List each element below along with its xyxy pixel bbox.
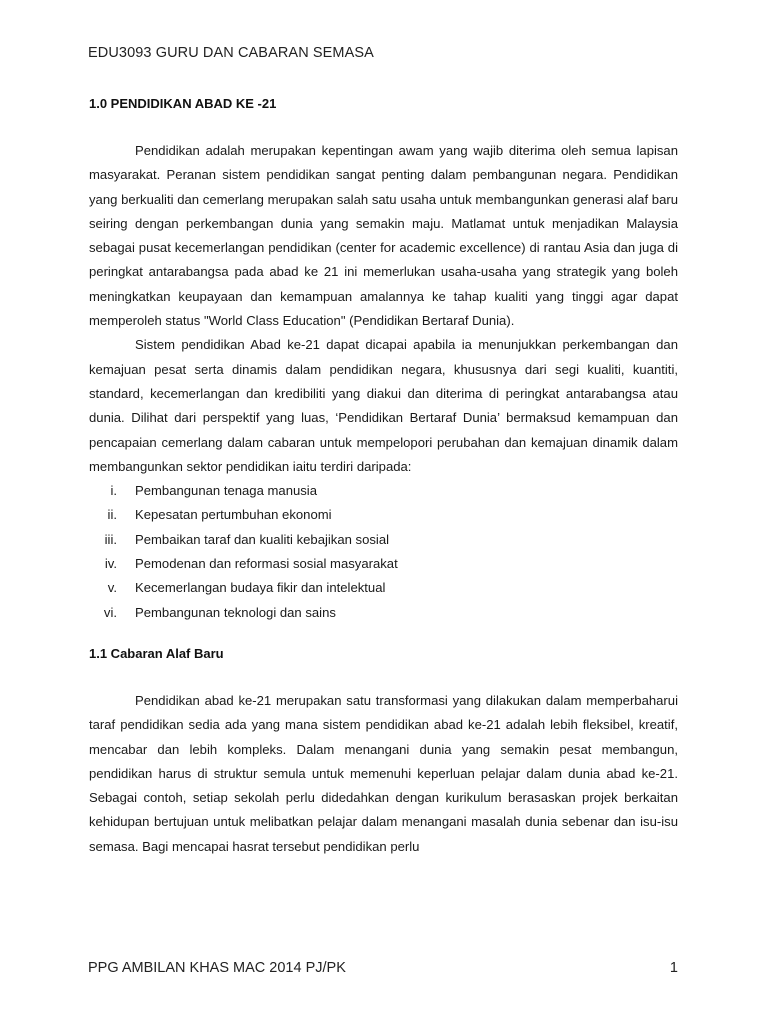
list-item-number: vi.: [103, 604, 117, 620]
paragraph: Sistem pendidikan Abad ke-21 dapat dicapai apabila ia menunjukkan perkembangan dan kemajuan pesat serta dinamis dalam pendidikan negara, khususnya dari segi kualiti, kuantiti, standard, kecemerlangan dan kredibiliti yang diakui dan diterima di peringkat antarabangsa atau dunia. Dilihat dari perspektif yang luas, ‘Pendidikan Bertaraf Dunia’ bermaksud kemampuan dan pencapaian cemerlang dalam cabaran untuk mempelopori perubahan dan kemajuan dinamik dalam membangunkan sektor pendidikan iaitu terdiri daripada:: [89, 337, 678, 474]
list-item-text: Pembaikan taraf dan kualiti kebajikan sosial: [135, 531, 390, 547]
paragraph: Pendidikan abad ke-21 merupakan satu transformasi yang dilakukan dalam memperbaharui taraf pendidikan sedia ada yang mana sistem pendidikan abad ke-21 adalah lebih fleksibel, kreatif, mencabar dan lebih kompleks. Dalam menangani dunia yang semakin pesat membangun, pendidikan harus di struktur semula untuk memenuhi keperluan pelajar dalam dunia abad ke-21. Sebagai contoh, setiap sekolah perlu didedahkan dengan kurikulum berasaskan projek berkaitan kehidupan bertujuan untuk melibatkan pelajar dalam menangani masalah dunia sebenar dan isu-isu semasa. Bagi mencapai hasrat tersebut pendidikan perlu: [89, 692, 678, 854]
list-item-number: v.: [107, 580, 117, 596]
list-item-text: Pemodenan dan reformasi sosial masyarakat: [135, 556, 398, 572]
list-item: [89, 601, 678, 625]
list-item: [89, 503, 678, 527]
list-item-number: i.: [110, 483, 117, 499]
list-item: [89, 576, 678, 600]
page-footer: [88, 960, 678, 976]
page-number: 1: [669, 960, 678, 976]
list-item-number: iii.: [104, 531, 117, 547]
roman-numeral-list: [89, 479, 678, 625]
page-header: EDU3093 GURU DAN CABARAN SEMASA: [88, 45, 374, 61]
list-item-number: ii.: [107, 507, 117, 523]
footer-text: PPG AMBILAN KHAS MAC 2014 PJ/PK: [88, 960, 346, 976]
list-item-text: Pembangunan teknologi dan sains: [135, 604, 336, 620]
section-heading-2: 1.1 Cabaran Alaf Baru: [89, 645, 224, 661]
list-item-number: iv.: [104, 556, 117, 572]
list-item-text: Kepesatan pertumbuhan ekonomi: [135, 507, 332, 523]
list-item-text: Pembangunan tenaga manusia: [135, 483, 317, 499]
list-item: [89, 528, 678, 552]
list-item-text: Kecemerlangan budaya fikir dan intelektual: [135, 580, 386, 596]
paragraph: Pendidikan adalah merupakan kepentingan awam yang wajib diterima oleh semua lapisan masyarakat. Peranan sistem pendidikan sangat penting dalam pembangunan negara. Pendidikan yang berkualiti dan cemerlang merupakan salah satu usaha untuk membangunkan generasi alaf baru seiring dengan perkembangan dunia yang semakin maju. Matlamat untuk menjadikan Malaysia sebagai pusat kecemerlangan pendidikan (center for academic excellence) di rantau Asia dan juga di peringkat antarabangsa pada abad ke 21 ini memerlukan usaha-usaha yang strategik yang boleh meningkatkan keupayaan dan kemampuan amalannya ke tahap kualiti yang tinggi agar dapat memperoleh status "World Class Education" (Pendidikan Bertaraf Dunia).: [89, 143, 678, 329]
page-content: [89, 95, 678, 859]
section-heading-1: 1.0 PENDIDIKAN ABAD KE -21: [89, 96, 277, 111]
list-item: [89, 552, 678, 576]
list-item: [89, 479, 678, 503]
